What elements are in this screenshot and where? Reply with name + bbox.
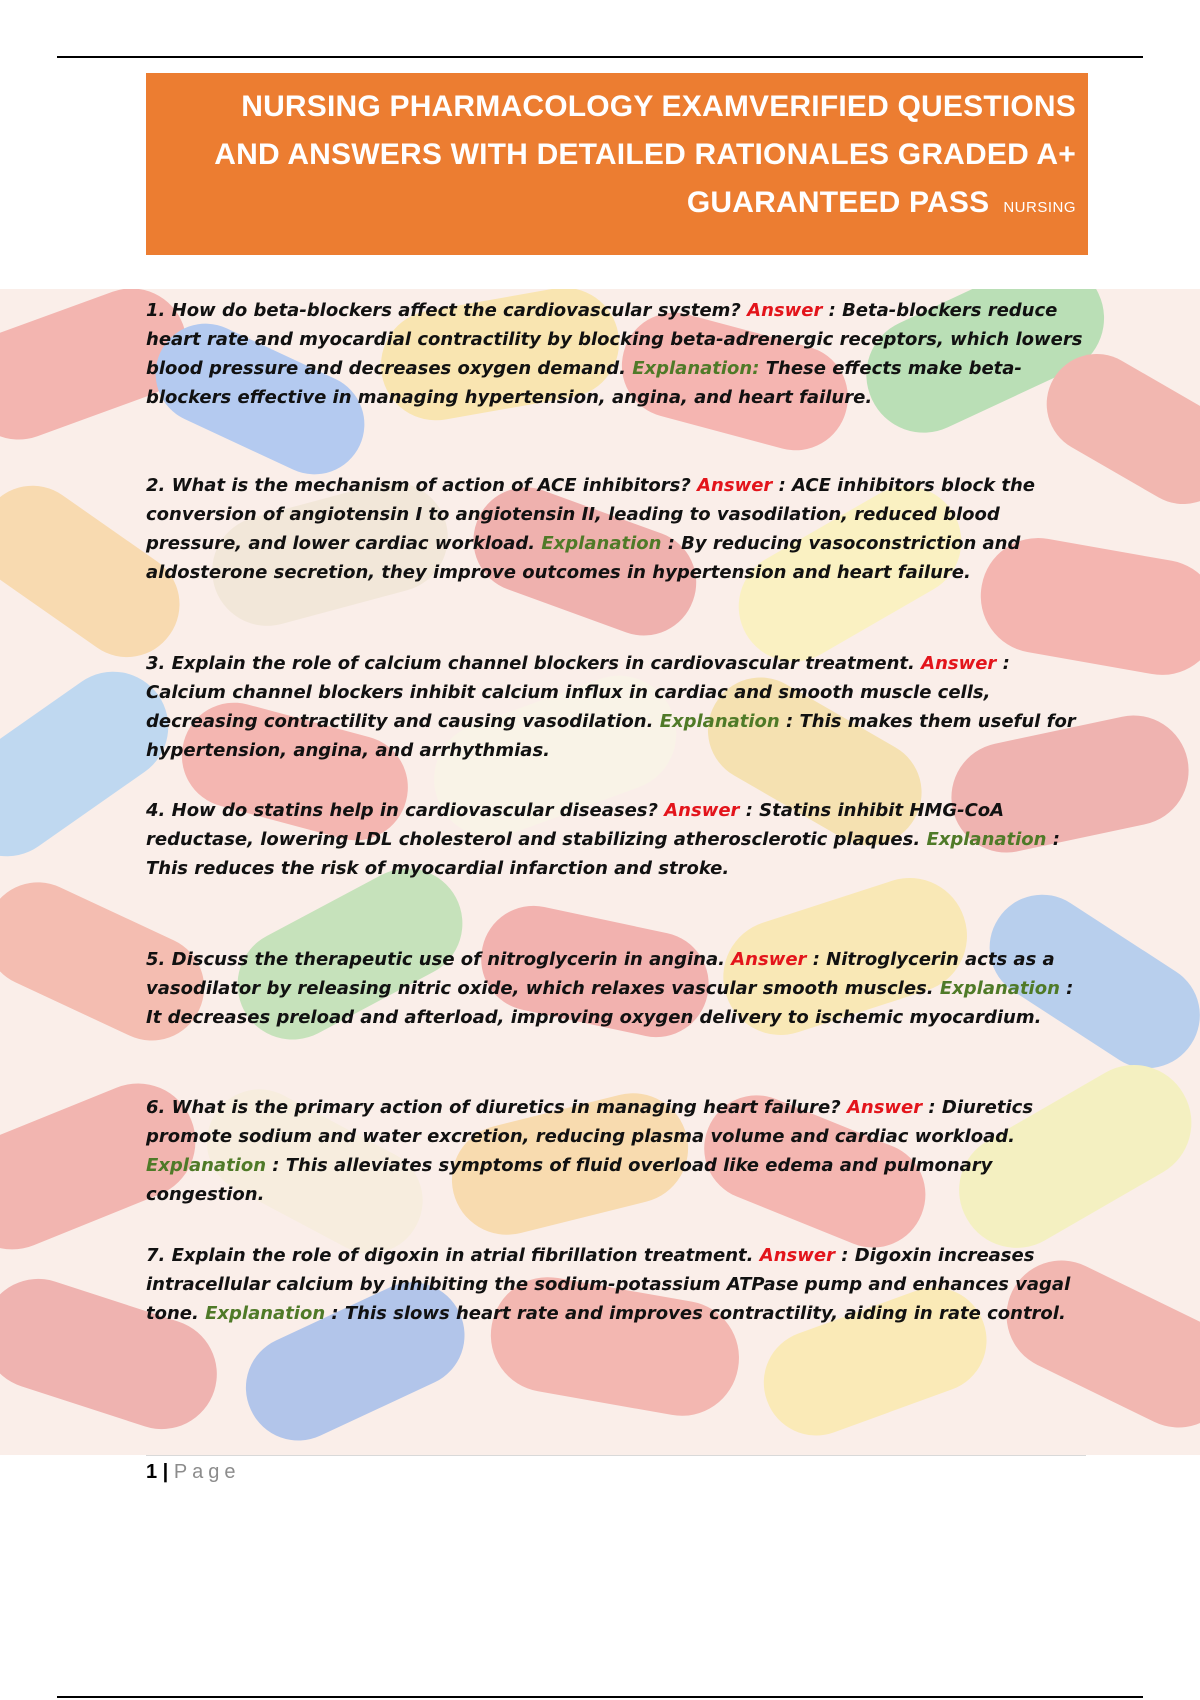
explanation-label: Explanation:: [632, 358, 760, 379]
question-text: 5. Discuss the therapeutic use of nitroglycerin in angina.: [146, 949, 725, 970]
answer-label: Answer: [846, 1097, 923, 1118]
explanation-text: These effects make beta-blockers effective in managing hypertension, angina, and heart failure.: [146, 358, 1022, 408]
question-text: 6. What is the primary action of diuretics in managing heart failure?: [146, 1097, 841, 1118]
title-line-2: AND ANSWERS WITH DETAILED RATIONALES GRADED A+: [214, 138, 1076, 171]
answer-text: : Beta-blockers reduce heart rate and myocardial contractility by blocking beta-adrenergic receptors, which lowers blood pressure and decreases oxygen demand.: [146, 300, 1083, 379]
question-text: 7. Explain the role of digoxin in atrial fibrillation treatment.: [146, 1245, 754, 1266]
page-label: Page: [173, 1461, 241, 1483]
qa-item-2: [146, 471, 1086, 587]
qa-item-1: [146, 296, 1086, 412]
title-line-3: [186, 179, 1076, 232]
explanation-text: : It decreases preload and afterload, improving oxygen delivery to ischemic myocardium.: [146, 978, 1074, 1028]
answer-label: Answer: [921, 653, 997, 674]
answer-label: Answer: [759, 1245, 835, 1266]
qa-item-5: [146, 945, 1086, 1032]
answer-label: Answer: [731, 949, 807, 970]
bottom-rule: [57, 1696, 1143, 1698]
qa-item-3: [146, 649, 1086, 765]
title-line-1: NURSING PHARMACOLOGY EXAMVERIFIED QUESTIONS: [241, 90, 1076, 123]
qa-item-7: [146, 1241, 1086, 1328]
page-separator: |: [157, 1461, 174, 1483]
explanation-label: Explanation: [926, 829, 1047, 850]
page-footer: [146, 1455, 1086, 1486]
explanation-text: : By reducing vasoconstriction and aldosterone secretion, they improve outcomes in hypertension and heart failure.: [146, 533, 1021, 583]
explanation-label: Explanation: [146, 1155, 267, 1176]
answer-label: Answer: [664, 800, 740, 821]
question-text: 3. Explain the role of calcium channel blockers in cardiovascular treatment.: [146, 653, 915, 674]
answer-text: : Diuretics promote sodium and water excretion, reducing plasma volume and cardiac workload.: [146, 1097, 1034, 1147]
answer-text: : ACE inhibitors block the conversion of angiotensin I to angiotensin II, leading to vasodilation, reduced blood pressure, and lower cardiac workload.: [146, 475, 1035, 554]
answer-text: : Calcium channel blockers inhibit calcium influx in cardiac and smooth muscle cells, decreasing contractility and causing vasodilation.: [146, 653, 1010, 732]
explanation-text: : This slows heart rate and improves contractility, aiding in rate control.: [325, 1303, 1066, 1324]
answer-label: Answer: [747, 300, 823, 321]
question-text: 4. How do statins help in cardiovascular diseases?: [146, 800, 658, 821]
qa-item-4: [146, 796, 1086, 883]
explanation-label: Explanation: [205, 1303, 326, 1324]
explanation-label: Explanation: [939, 978, 1060, 999]
question-text: 2. What is the mechanism of action of ACE inhibitors?: [146, 475, 691, 496]
page-number: 1: [146, 1461, 158, 1483]
title-banner: [146, 73, 1088, 255]
answer-text: : Nitroglycerin acts as a vasodilator by releasing nitric oxide, which relaxes vascular smooth muscles.: [146, 949, 1055, 999]
explanation-label: Explanation: [659, 711, 780, 732]
explanation-text: : This reduces the risk of myocardial infarction and stroke.: [146, 829, 1060, 879]
category-tag: NURSING: [1003, 199, 1076, 216]
title-line-3-text: GUARANTEED PASS: [686, 186, 990, 219]
explanation-text: : This alleviates symptoms of fluid overload like edema and pulmonary congestion.: [146, 1155, 993, 1205]
answer-text: : Statins inhibit HMG-CoA reductase, lowering LDL cholesterol and stabilizing atherosclerotic plaques.: [146, 800, 1005, 850]
qa-item-6: [146, 1093, 1086, 1209]
explanation-text: : This makes them useful for hypertension, angina, and arrhythmias.: [146, 711, 1076, 761]
question-text: 1. How do beta-blockers affect the cardiovascular system?: [146, 300, 741, 321]
answer-label: Answer: [697, 475, 773, 496]
explanation-label: Explanation: [541, 533, 662, 554]
answer-text: : Digoxin increases intracellular calcium by inhibiting the sodium-potassium ATPase pump and enhances vagal tone.: [146, 1245, 1071, 1324]
top-rule: [57, 56, 1143, 58]
